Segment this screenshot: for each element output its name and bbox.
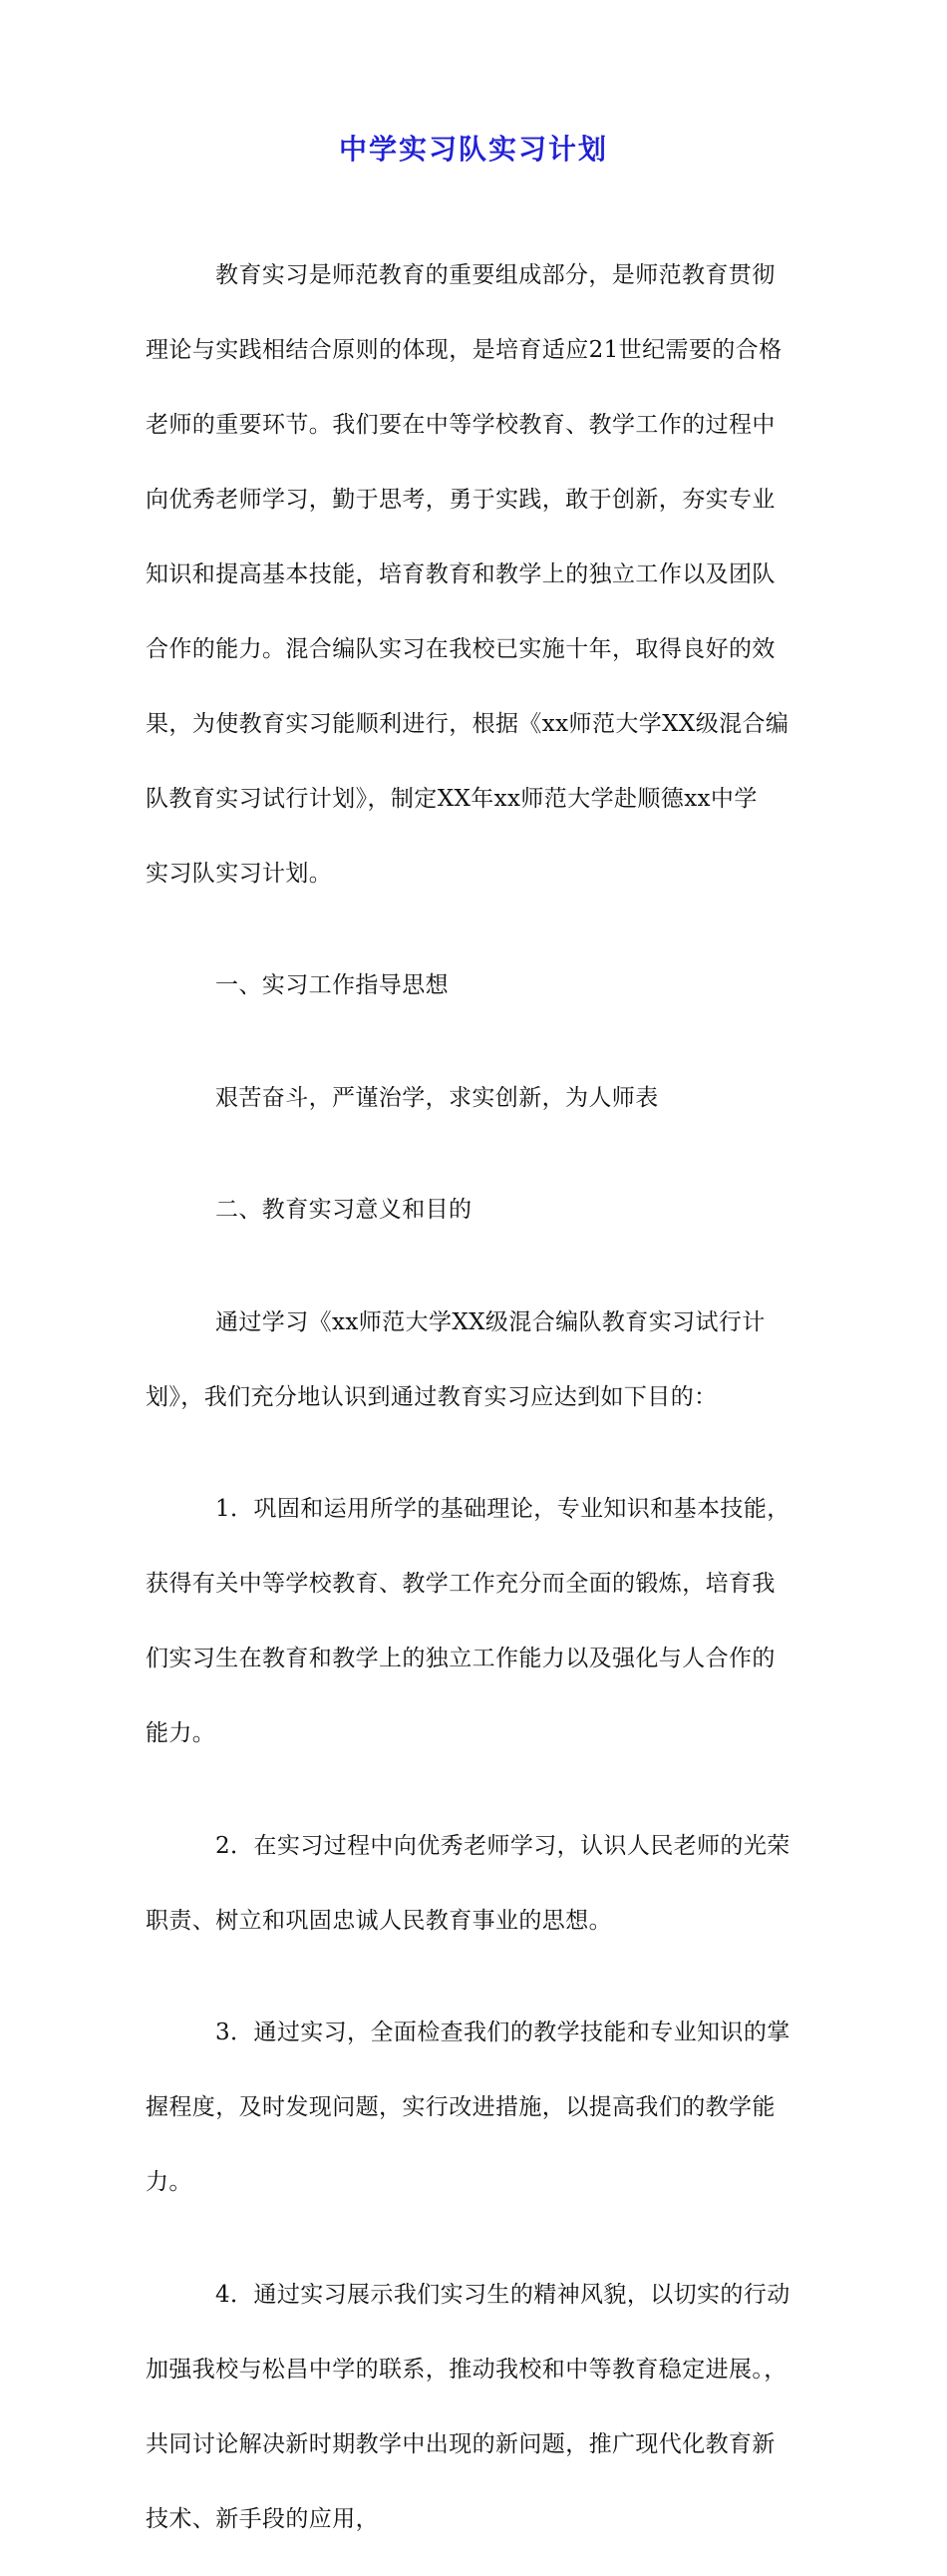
list-item-1 (146, 1454, 803, 1791)
text-line: 力。 (146, 2169, 192, 2195)
text-line: 能力。 (146, 1720, 216, 1746)
text-line: 2．在实习过程中向优秀老师学习，认识人民老师的光荣 (215, 1832, 790, 1859)
text-line: 知识和提高基本技能，培育教育和教学上的独立工作以及团队 (146, 560, 776, 587)
text-line: 理论与实践相结合原则的体现，是培育适应21世纪需要的合格 (146, 336, 783, 363)
text-line: 艰苦奋斗，严谨治学，求实创新，为人师表 (215, 1084, 659, 1111)
section-heading-purpose (146, 1155, 803, 1268)
text-line: 4．通过实习展示我们实习生的精神风貌，以切实的行动 (215, 2281, 790, 2308)
text-line: 教育实习是师范教育的重要组成部分，是师范教育贯彻 (215, 261, 776, 288)
paragraph-intro (146, 219, 803, 930)
text-line: 握程度，及时发现问题，实行改进措施，以提高我们的教学能 (146, 2094, 776, 2120)
text-line: 们实习生在教育和教学上的独立工作能力以及强化与人合作的 (146, 1646, 776, 1671)
paragraph-motto (146, 1042, 803, 1155)
text-line: 合作的能力。混合编队实习在我校已实施十年，取得良好的效 (146, 635, 776, 662)
text-line: 加强我校与松昌中学的联系，推动我校和中等教育稳定进展。， (146, 2356, 788, 2383)
text-line: 队教育实习试行计划》，制定XX年xx师范大学赴顺德xx中学 (146, 785, 758, 812)
list-item-3 (146, 1978, 803, 2240)
paragraph-purpose-intro (146, 1267, 803, 1454)
heading-text: 二、教育实习意义和目的 (215, 1197, 473, 1223)
text-line: 老师的重要环节。我们要在中等学校教育、教学工作的过程中 (146, 411, 776, 438)
text-line: 果，为使教育实习能顺利进行，根据《xx师范大学XX级混合编 (146, 710, 789, 737)
section-heading-guiding-thought (146, 930, 803, 1043)
text-line: 共同讨论解决新时期教学中出现的新问题，推广现代化教育新 (146, 2430, 776, 2457)
text-line: 3．通过实习，全面检查我们的教学技能和专业知识的掌 (215, 2020, 790, 2045)
text-line: 通过学习《xx师范大学XX级混合编队教育实习试行计 (215, 1308, 766, 1335)
text-line: 向优秀老师学习，勤于思考，勇于实践，敢于创新，夯实专业 (146, 486, 776, 513)
text-line: 1．巩固和运用所学的基础理论，专业知识和基本技能， (215, 1496, 790, 1522)
text-line: 划》，我们充分地认识到通过教育实习应达到如下目的： (146, 1383, 718, 1410)
list-item-2 (146, 1790, 803, 1978)
document-title: 中学实习队实习计划 (338, 133, 608, 166)
list-item-4 (146, 2239, 803, 2576)
text-line: 技术、新手段的应用， (146, 2505, 379, 2532)
document-body (146, 219, 803, 2576)
text-line: 实习队实习计划。 (146, 860, 333, 887)
text-line: 获得有关中等学校教育、教学工作充分而全面的锻炼，培育我 (146, 1571, 776, 1597)
text-line: 职责、树立和巩固忠诚人民教育事业的思想。 (146, 1907, 612, 1934)
heading-text: 一、实习工作指导思想 (215, 972, 449, 998)
